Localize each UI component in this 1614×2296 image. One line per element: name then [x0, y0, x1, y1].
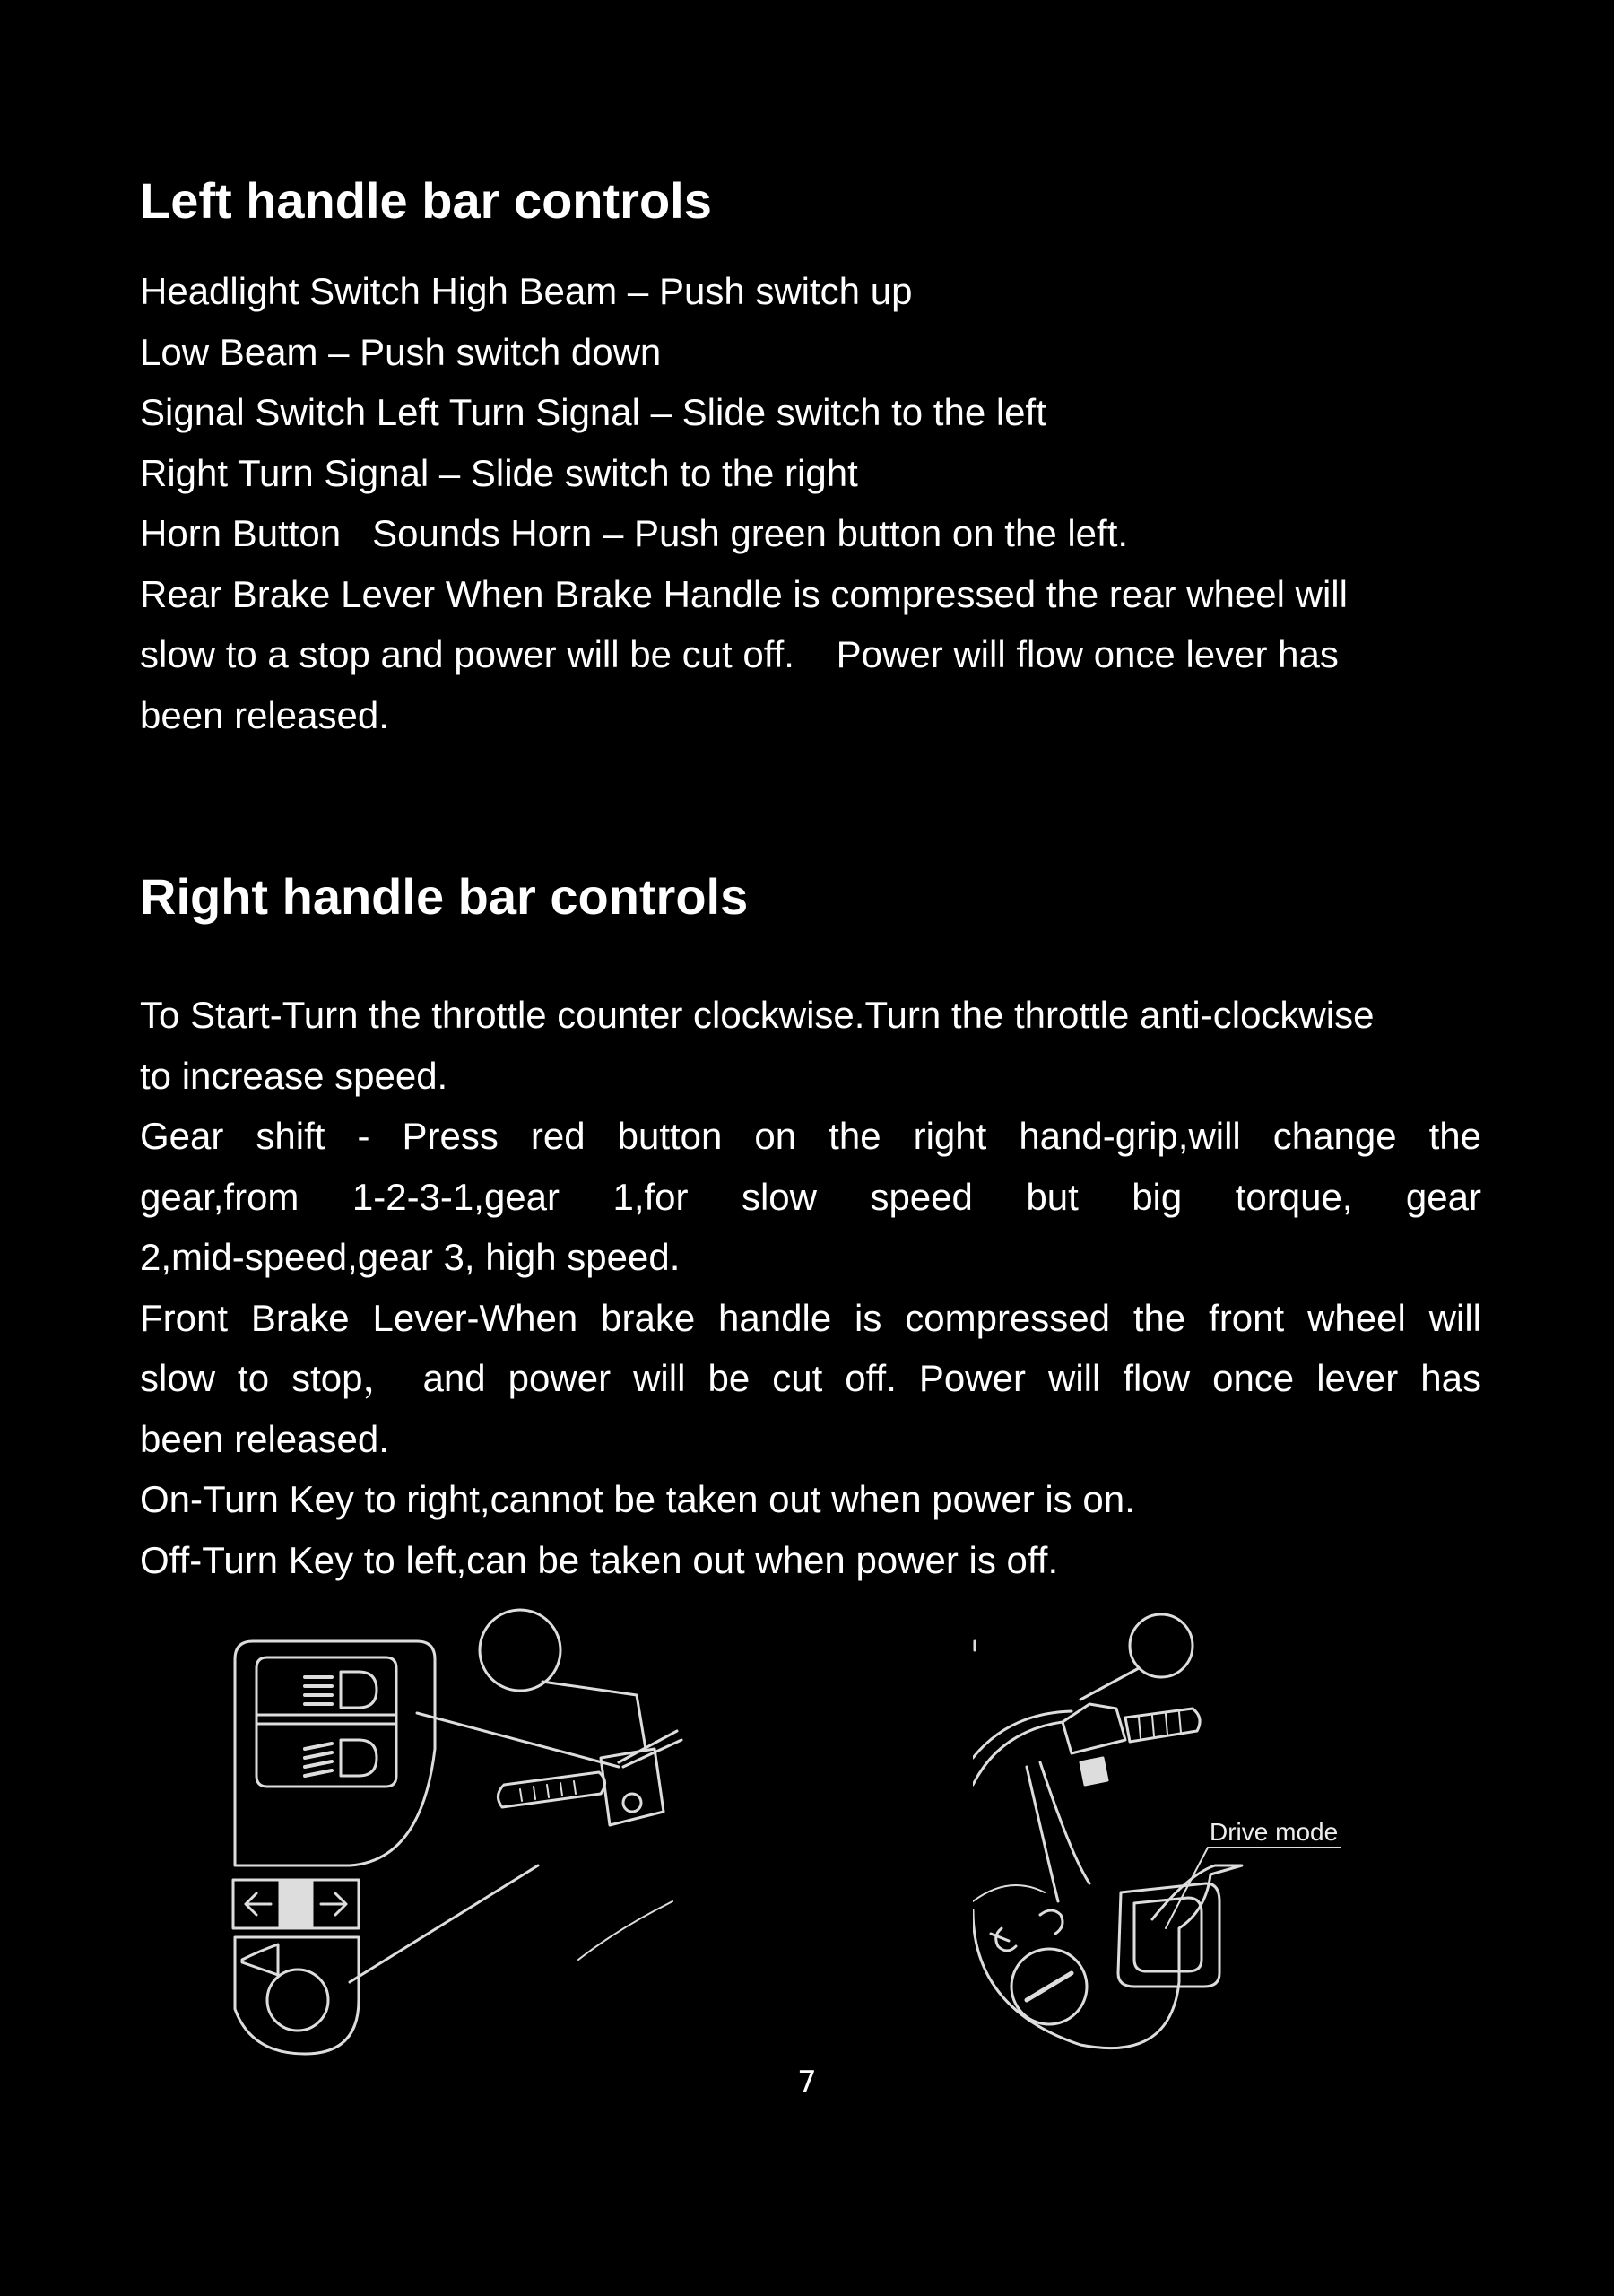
right-handlebar-illustration [973, 1605, 1403, 2072]
text-line: to increase speed. [140, 1054, 448, 1097]
text-line: Rear Brake Lever When Brake Handle is compressed the rear wheel will [140, 572, 1348, 615]
throttle-grip [1125, 1709, 1200, 1742]
gear-shift-button [1080, 1758, 1107, 1785]
right-controls-heading: Right handle bar controls [140, 868, 749, 925]
right-controls-text [140, 985, 1481, 1590]
left-controls-heading: Left handle bar controls [140, 172, 712, 229]
text-line: 2,mid-speed,gear 3, high speed. [140, 1236, 681, 1278]
text-line-justified: gear,from 1-2-3-1,gear 1,for slow speed but big torque, gear [140, 1175, 1481, 1218]
text-line-justified: slow to stop， and power will be cut off. Power will flow once lever has [140, 1357, 1481, 1399]
text-line: To Start-Turn the throttle counter clockwise.Turn the throttle anti-clockwise [140, 994, 1375, 1036]
callout-line [417, 1713, 619, 1767]
fairing-edge [578, 1901, 672, 1960]
handlebar [973, 1722, 1063, 1785]
turn-signal-right-icon [321, 1893, 346, 1915]
switch-block [601, 1749, 664, 1825]
left-handlebar-illustration [224, 1605, 690, 2072]
headlight-low-beam-icon [305, 1740, 377, 1776]
drive-mode-label: Drive mode [1210, 1818, 1339, 1846]
switch-knob [623, 1794, 641, 1812]
text-line: Signal Switch Left Turn Signal – Slide switch to the left [140, 391, 1046, 433]
text-line-justified: Front Brake Lever-When brake handle is compressed the front wheel will [140, 1296, 1481, 1339]
text-line: Off-Turn Key to left,can be taken out when power is off. [140, 1538, 1059, 1581]
switch-housing [235, 1641, 435, 1866]
turn-signal-left-icon [246, 1893, 271, 1915]
power-on-icon [1040, 1910, 1063, 1934]
text-line: Low Beam – Push switch down [140, 330, 662, 373]
horn-icon [242, 1944, 278, 1975]
switch-divider [256, 1715, 396, 1724]
text-line-justified: Gear shift - Press red button on the right hand-grip,will change the [140, 1115, 1482, 1157]
callout-line [350, 1866, 538, 1982]
left-controls-text [140, 261, 1481, 745]
text-line: slow to a stop and power will be cut off. Power will flow once lever has [140, 633, 1339, 675]
turn-signal-slider [280, 1882, 312, 1926]
drive-mode-button [1134, 1898, 1202, 1971]
mirror-stem [1080, 1668, 1139, 1700]
steering-neck [1027, 1762, 1089, 1901]
horn-button [267, 1970, 328, 2031]
page-number: 7 [797, 2065, 817, 2100]
hand-grip [498, 1772, 604, 1807]
text-line: Horn Button Sounds Horn – Push green button on the left. [140, 512, 1129, 554]
text-line: Headlight Switch High Beam – Push switch up [140, 270, 913, 312]
headlight-high-beam-icon [305, 1672, 377, 1708]
key-slot [1027, 1973, 1072, 2000]
text-line: Right Turn Signal – Slide switch to the right [140, 451, 858, 494]
text-line: been released. [140, 1417, 389, 1460]
mirror-stem [542, 1682, 646, 1749]
text-line: been released. [140, 693, 389, 736]
mirror [480, 1610, 560, 1691]
text-line: On-Turn Key to right,cannot be taken out when power is on. [140, 1478, 1135, 1520]
body-curve [973, 1885, 1045, 1901]
power-off-icon-slash [991, 1934, 1009, 1941]
